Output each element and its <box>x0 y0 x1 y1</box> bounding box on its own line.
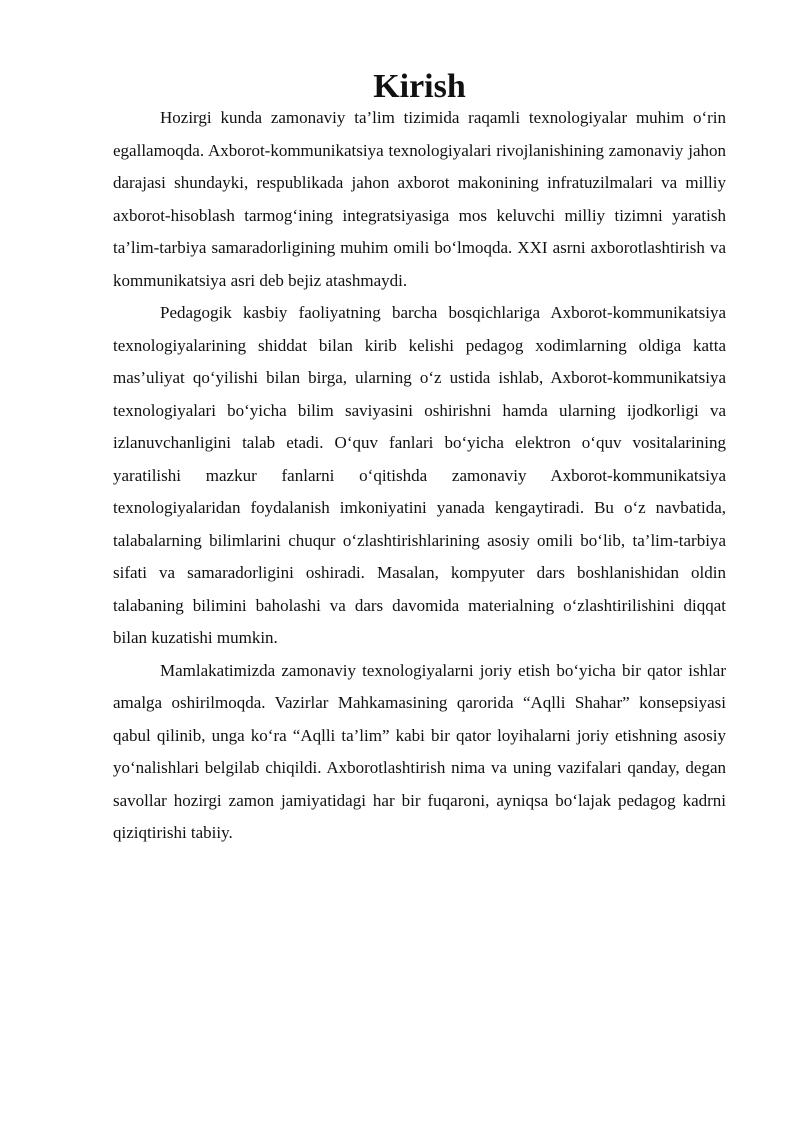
paragraph-3: Mamlakatimizda zamonaviy texnologiyalarni joriy etish bo‘yicha bir qator ishlar amalga oshirilmoqda. Vazirlar Mahkamasining qarorida “Aqlli Shahar” konsepsiyasi qabul qilinib, unga ko‘ra “Aqlli ta’lim” kabi bir qator loyihalarni joriy etishning asosiy yo‘nalishlari belgilab chiqildi. Axborotlashtirish nima va uning vazifalari qanday, degan savollar hozirgi zamon jamiyatidagi har bir fuqaroni, ayniqsa bo‘lajak pedagog kadrni qiziqtirishi tabiiy. <box>113 660 726 842</box>
paragraph-1: Hozirgi kunda zamonaviy ta’lim tizimida raqamli texnologiyalar muhim o‘rin egallamoqda. Axborot-kommunikatsiya texnologiyalari rivojlanishining zamonaviy jahon darajasi shundayki, respublikada jahon axborot makonining infratuzilmalari va milliy axborot-hisoblash tarmog‘ining integratsiyasiga mos keluvchi milliy tizimni yaratish ta’lim-tarbiya samaradorligining muhim omili bo‘lmoqda. XXI asrni axborotlashtirish va kommunikatsiya asri deb bejiz atashmaydi. <box>113 108 726 290</box>
document-page <box>113 68 726 850</box>
paragraph-2: Pedagogik kasbiy faoliyatning barcha bosqichlariga Axborot-kommunikatsiya texnologiyalarining shiddat bilan kirib kelishi pedagog xodimlarning oldiga katta mas’uliyat qo‘yilishi bilan birga, ularning o‘z ustida ishlab, Axborot-kommunikatsiya texnologiyalari bo‘yicha bilim saviyasini oshirishni hamda ularning ijodkorligi va izlanuvchanligini talab etadi. O‘quv fanlari bo‘yicha elektron o‘quv vositalarining yaratilishi mazkur fanlarni o‘qitishda zamonaviy Axborot-kommunikatsiya texnologiyalaridan foydalanish imkoniyatini yanada kengaytiradi. Bu o‘z navbatida, talabalarning bilimlarini chuqur o‘zlashtirishlarining asosiy omili bo‘lib, ta’lim-tarbiya sifati va samaradorligini oshiradi. Masalan, kompyuter dars boshlanishidan oldin talabaning bilimini baholashi va dars davomida materialning o‘zlashtirilishini diqqat bilan kuzatishi mumkin. <box>113 303 726 647</box>
document-title: Kirish <box>373 68 466 105</box>
